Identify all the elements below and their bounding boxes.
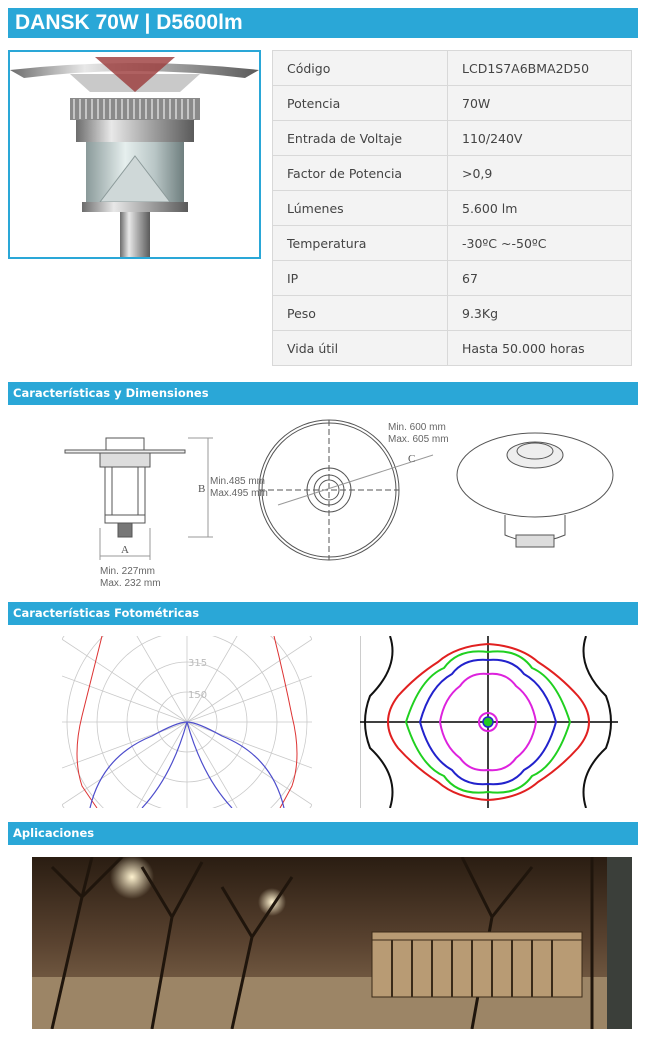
specs-table — [272, 50, 632, 366]
diameter-max-label: Max. 605 mm — [388, 434, 449, 445]
luminaire-illustration — [10, 52, 259, 257]
spec-value: 9.3Kg — [448, 296, 632, 331]
spec-value: LCD1S7A6BMA2D50 — [448, 51, 632, 86]
spec-label: Lúmenes — [273, 191, 448, 226]
polar-light-distribution — [62, 636, 312, 808]
table-row — [273, 86, 632, 121]
table-row — [273, 226, 632, 261]
dim-b-letter: B — [198, 483, 206, 495]
table-row — [273, 156, 632, 191]
application-photo — [32, 857, 632, 1029]
dimensions-drawing — [8, 410, 638, 590]
table-row — [273, 51, 632, 86]
section-header-photometric: Características Fotométricas — [8, 602, 638, 625]
spec-value: 110/240V — [448, 121, 632, 156]
spec-label: Potencia — [273, 86, 448, 121]
spec-label: Vida útil — [273, 331, 448, 366]
spec-value: 67 — [448, 261, 632, 296]
polar-ring-label-inner: 150 — [188, 690, 208, 701]
section-header-applications: Aplicaciones — [8, 822, 638, 845]
product-photo — [8, 50, 261, 259]
dim-a-letter: A — [121, 544, 129, 556]
spec-value: Hasta 50.000 horas — [448, 331, 632, 366]
spec-value: 70W — [448, 86, 632, 121]
width-max-label: Max. 232 mm — [100, 578, 161, 589]
spec-label: Temperatura — [273, 226, 448, 261]
table-row — [273, 121, 632, 156]
spec-value: >0,9 — [448, 156, 632, 191]
polar-ring-label-outer: 315 — [188, 658, 208, 669]
night-park-scene — [32, 857, 632, 1029]
spec-label: IP — [273, 261, 448, 296]
dim-c-letter: C — [408, 453, 416, 465]
isolux-diagram — [360, 636, 618, 808]
width-min-label: Min. 227mm — [100, 566, 156, 577]
spec-label: Peso — [273, 296, 448, 331]
table-row — [273, 296, 632, 331]
spec-value: -30ºC ~-50ºC — [448, 226, 632, 261]
page-title: DANSK 70W | D5600lm — [8, 8, 638, 38]
height-max-label: Max.495 mm — [210, 488, 268, 499]
diameter-min-label: Min. 600 mm — [388, 422, 446, 433]
section-header-dimensions: Características y Dimensiones — [8, 382, 638, 405]
spec-label: Factor de Potencia — [273, 156, 448, 191]
spec-value: 5.600 lm — [448, 191, 632, 226]
spec-label: Entrada de Voltaje — [273, 121, 448, 156]
table-row — [273, 191, 632, 226]
table-row — [273, 331, 632, 366]
height-min-label: Min.485 mm — [210, 476, 266, 487]
table-row — [273, 261, 632, 296]
spec-label: Código — [273, 51, 448, 86]
